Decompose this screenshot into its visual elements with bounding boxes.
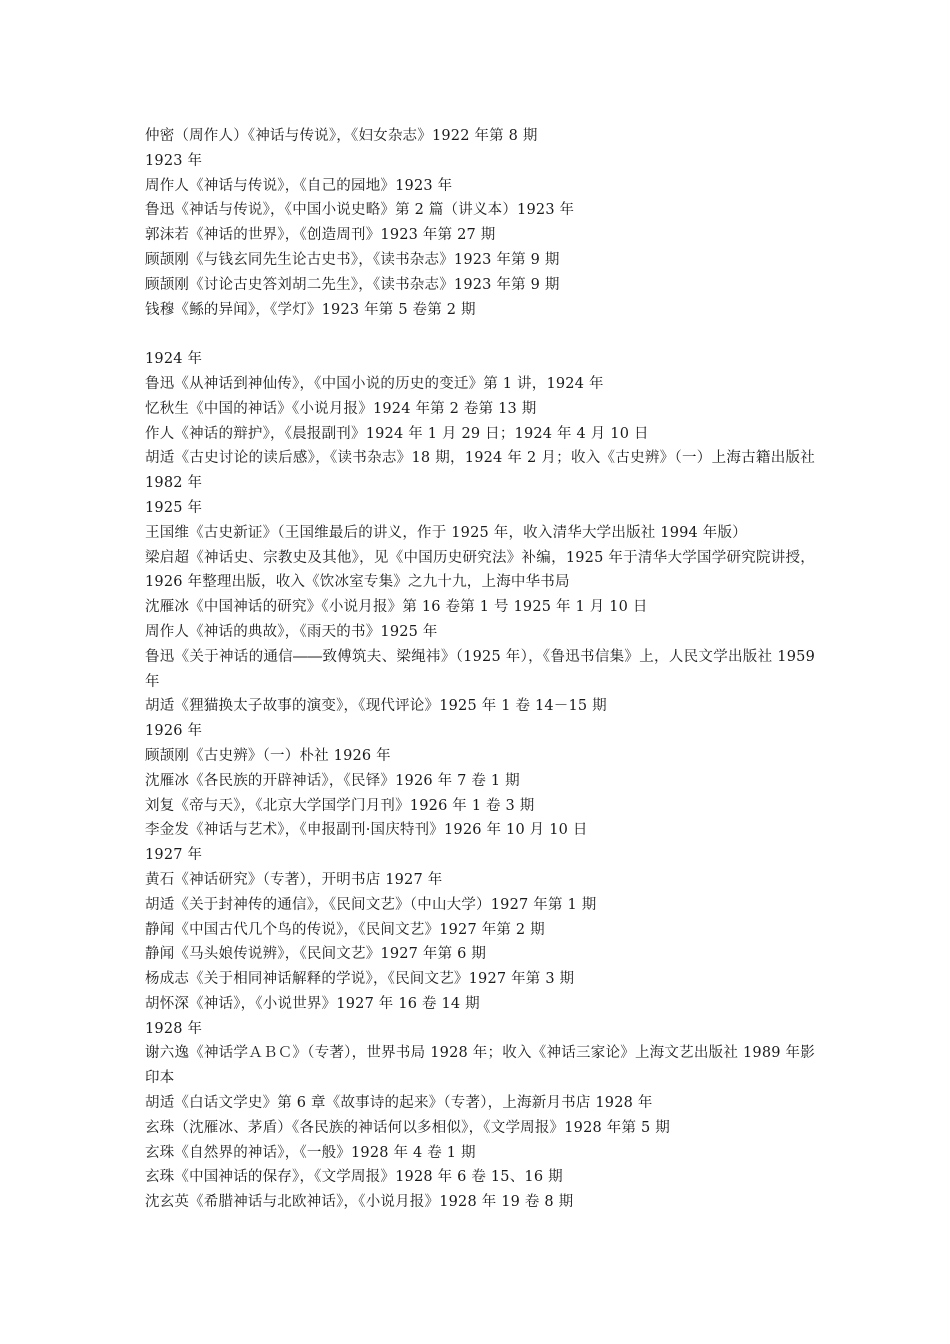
entry-line: 玄珠《自然界的神话》，《一般》1928 年 4 卷 1 期	[145, 1144, 476, 1161]
entry-line: 仲密（周作人）《神话与传说》，《妇女杂志》1922 年第 8 期	[145, 128, 538, 144]
entry-line: 梁启超《神话史、宗教史及其他》，见《中国历史研究法》补编，1925 年于清华大学国学研究院讲授，1926 年整理出版，收入《饮冰室专集》之九十九，上海中华书局	[145, 549, 815, 591]
entry-line: 顾颉刚《讨论古史答刘胡二先生》，《读书杂志》1923 年第 9 期	[145, 276, 560, 293]
entry-line: 玄珠（沈雁冰、茅盾）《各民族的神话何以多相似》，《文学周报》1928 年第 5 期	[145, 1119, 670, 1136]
entry-line: 玄珠《中国神话的保存》，《文学周报》1928 年 6 卷 15、16 期	[145, 1169, 563, 1186]
entry-line: 沈雁冰《中国神话的研究》《小说月报》第 16 卷第 1 号 1925 年 1 月 10 日	[145, 599, 648, 616]
year-heading: 1926 年	[145, 723, 203, 740]
entry-line: 胡适《古史讨论的读后感》，《读书杂志》18 期，1924 年 2 月；收入《古史辨》（一）上海古籍出版社 1982 年	[145, 450, 815, 492]
entry-line: 胡怀深《神话》，《小说世界》1927 年 16 卷 14 期	[145, 995, 480, 1012]
entry-line: 杨成志《关于相同神话解释的学说》，《民间文艺》1927 年第 3 期	[145, 971, 575, 988]
entry-line: 顾颉刚《古史辨》（一）朴社 1926 年	[145, 747, 391, 764]
entry-line: 顾颉刚《与钱玄同先生论古史书》，《读书杂志》1923 年第 9 期	[145, 251, 560, 268]
entry-line: 鲁迅《神话与传说》，《中国小说史略》第 2 篇（讲义本）1923 年	[145, 202, 575, 219]
entry-line: 周作人《神话与传说》，《自己的园地》1923 年	[145, 177, 453, 194]
year-heading: 1927 年	[145, 847, 203, 864]
entry-line: 郭沫若《神话的世界》，《创造周刊》1923 年第 27 期	[145, 227, 496, 244]
entry-line: 胡适《白话文学史》第 6 章《故事诗的起来》（专著），上海新月书店 1928 年	[145, 1095, 653, 1112]
entry-line: 沈玄英《希腊神话与北欧神话》，《小说月报》1928 年 19 卷 8 期	[145, 1194, 574, 1211]
year-heading: 1928 年	[145, 1020, 203, 1037]
entry-line: 鲁迅《关于神话的通信――致傅筑夫、梁绳祎》（1925 年），《鲁迅书信集》上，人民文学出版社 1959 年	[145, 648, 815, 690]
entry-line: 静闻《中国古代几个鸟的传说》，《民间文艺》1927 年第 2 期	[145, 921, 545, 938]
entry-line: 钱穆《鲧的异闻》，《学灯》1923 年第 5 卷第 2 期	[145, 301, 476, 318]
year-heading: 1923 年	[145, 152, 203, 169]
entry-line: 鲁迅《从神话到神仙传》，《中国小说的历史的变迁》第 1 讲，1924 年	[145, 375, 604, 392]
entry-line: 静闻《马头娘传说辨》，《民间文艺》1927 年第 6 期	[145, 946, 487, 963]
year-heading: 1924 年	[145, 351, 203, 368]
entry-line: 忆秋生《中国的神话》《小说月报》1924 年第 2 卷第 13 期	[145, 400, 537, 417]
entry-line: 黄石《神话研究》（专著），开明书店 1927 年	[145, 871, 443, 888]
blank-line	[145, 322, 815, 347]
entry-line: 沈雁冰《各民族的开辟神话》，《民铎》1926 年 7 卷 1 期	[145, 772, 520, 789]
year-heading: 1925 年	[145, 499, 203, 516]
entry-line: 周作人《神话的典故》，《雨天的书》1925 年	[145, 623, 438, 640]
entry-line: 作人《神话的辩护》，《晨报副刊》1924 年 1 月 29 日；1924 年 4 月 10 日	[145, 425, 649, 442]
entry-line: 李金发《神话与艺术》，《申报副刊·国庆特刊》1926 年 10 月 10 日	[145, 822, 588, 839]
bibliography-text	[145, 124, 815, 1215]
entry-line: 胡适《关于封神传的通信》，《民间文艺》（中山大学）1927 年第 1 期	[145, 896, 597, 913]
entry-line: 谢六逸《神话学ＡＢＣ》（专著），世界书局 1928 年；收入《神话三家论》上海文艺出版社 1989 年影印本	[145, 1045, 815, 1087]
entry-line: 胡适《狸猫换太子故事的演变》，《现代评论》1925 年 1 卷 14－15 期	[145, 698, 607, 715]
entry-line: 刘复《帝与天》，《北京大学国学门月刊》1926 年 1 卷 3 期	[145, 797, 535, 814]
entry-line: 王国维《古史新证》（王国维最后的讲义，作于 1925 年，收入清华大学出版社 1994 年版）	[145, 524, 747, 541]
